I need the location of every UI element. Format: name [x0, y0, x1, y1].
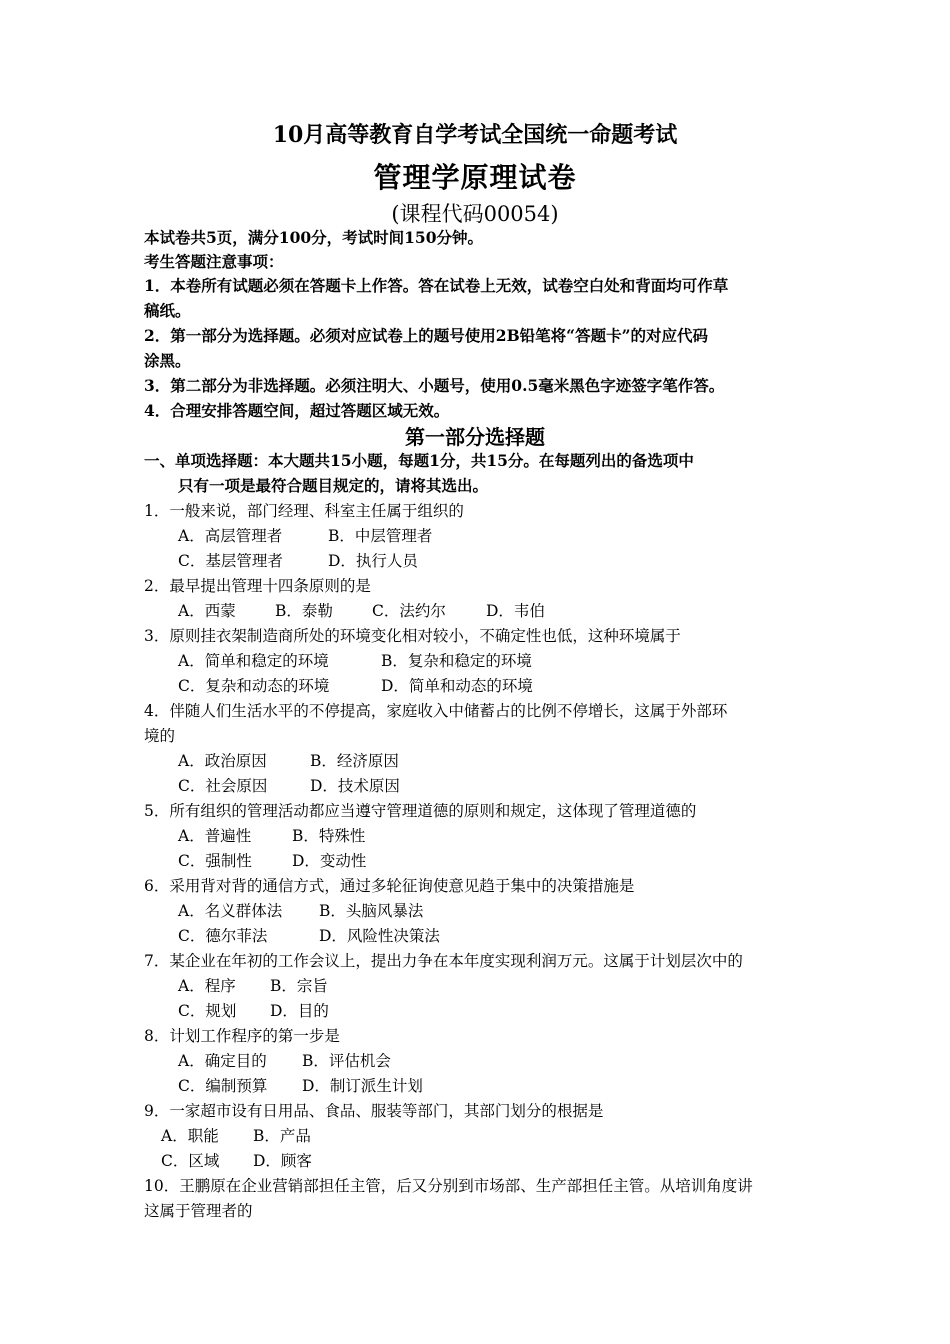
option-a: A．高层管理者: [178, 527, 283, 545]
notice-3: 3．第二部分为非选择题。必须注明大、小题号，使用0.5毫米黑色字迹签字笔作答。: [144, 376, 725, 395]
notice-1-cont: 稿纸。: [144, 301, 191, 320]
option-row: [178, 550, 418, 572]
option-b: B．评估机会: [302, 1052, 391, 1070]
option-c: C．基层管理者: [178, 552, 283, 570]
section-title: 第一部分选择题: [405, 425, 545, 449]
option-d: D．制订派生计划: [302, 1077, 423, 1095]
option-d: D．执行人员: [328, 552, 418, 570]
option-row: [178, 1050, 391, 1072]
option-a: A．名义群体法: [178, 902, 283, 920]
option-row: [178, 525, 432, 547]
question-stem-cont: 境的: [144, 727, 176, 745]
option-b: B．头脑风暴法: [319, 902, 424, 920]
option-a: A．西蒙: [178, 602, 236, 620]
option-a: A．确定目的: [178, 1052, 267, 1070]
question-stem: 5．所有组织的管理活动都应当遵守管理道德的原则和规定，这体现了管理道德的: [144, 802, 697, 820]
question-stem: 3．原则挂衣架制造商所处的环境变化相对较小，不确定性也低，这种环境属于: [144, 627, 681, 645]
exam-header-line: 10月高等教育自学考试全国统一命题考试: [272, 122, 678, 148]
option-d: D．技术原因: [310, 777, 400, 795]
option-a: A．职能: [161, 1127, 219, 1145]
question-stem: 6．采用背对背的通信方式，通过多轮征询使意见趋于集中的决策措施是: [144, 877, 635, 895]
option-row: [178, 850, 366, 872]
section-intro: 一、单项选择题：本大题共15小题，每题1分，共15分。在每题列出的备选项中: [144, 451, 694, 470]
option-b: B．中层管理者: [328, 527, 433, 545]
option-row: [178, 675, 533, 697]
option-row: [178, 775, 400, 797]
option-c: C．规划: [178, 1002, 237, 1020]
option-b: B．复杂和稳定的环境: [381, 652, 532, 670]
option-c: C．编制预算: [178, 1077, 268, 1095]
option-row: [178, 900, 423, 922]
notice-2-cont: 涂黑。: [144, 351, 191, 370]
option-b: B．特殊性: [292, 827, 366, 845]
option-a: A．简单和稳定的环境: [178, 652, 329, 670]
option-c: C．区域: [161, 1152, 220, 1170]
option-c: C．德尔菲法: [178, 927, 268, 945]
section-intro-cont: 只有一项是最符合题目规定的，请将其选出。: [178, 476, 489, 495]
option-row: [178, 650, 532, 672]
option-d: D．变动性: [292, 852, 367, 870]
option-a: A．政治原因: [178, 752, 267, 770]
option-d: D．简单和动态的环境: [381, 677, 533, 695]
notice-4: 4．合理安排答题空间，超过答题区域无效。: [144, 401, 450, 420]
option-row: [178, 1000, 329, 1022]
option-row: [161, 1125, 311, 1147]
exam-title: 管理学原理试卷: [373, 161, 577, 194]
option-row: [161, 1150, 312, 1172]
option-b: B．泰勒: [275, 602, 333, 620]
question-stem-cont: 这属于管理者的: [144, 1202, 253, 1220]
option-a: A．普遍性: [178, 827, 252, 845]
question-stem: 4．伴随人们生活水平的不停提高，家庭收入中储蓄占的比例不停增长，这属于外部环: [144, 702, 728, 720]
option-d: D．顾客: [253, 1152, 312, 1170]
option-row: [178, 600, 545, 622]
option-row: [178, 750, 399, 772]
question-stem: 2．最早提出管理十四条原则的是: [144, 577, 371, 595]
notice-title: 考生答题注意事项：: [144, 252, 284, 271]
option-c: C．复杂和动态的环境: [178, 677, 330, 695]
option-row: [178, 975, 328, 997]
course-code: (课程代码00054): [391, 202, 559, 226]
option-b: B．宗旨: [270, 977, 328, 995]
option-d: D．韦伯: [486, 602, 545, 620]
question-stem: 1．一般来说，部门经理、科室主任属于组织的: [144, 502, 464, 520]
notice-1: 1．本卷所有试题必须在答题卡上作答。答在试卷上无效，试卷空白处和背面均可作草: [144, 276, 729, 295]
option-c: C．强制性: [178, 852, 252, 870]
question-stem: 8．计划工作程序的第一步是: [144, 1027, 340, 1045]
option-row: [178, 825, 365, 847]
option-b: B．产品: [253, 1127, 311, 1145]
option-b: B．经济原因: [310, 752, 399, 770]
option-c: C．社会原因: [178, 777, 268, 795]
notice-2: 2．第一部分为选择题。必须对应试卷上的题号使用2B铅笔将“答题卡”的对应代码: [144, 326, 709, 345]
option-row: [178, 1075, 423, 1097]
option-d: D．目的: [270, 1002, 329, 1020]
exam-summary: 本试卷共5页，满分100分，考试时间150分钟。: [144, 228, 483, 247]
option-row: [178, 925, 440, 947]
option-a: A．程序: [178, 977, 236, 995]
question-stem: 7．某企业在年初的工作会议上，提出力争在本年度实现利润万元。这属于计划层次中的: [144, 952, 743, 970]
question-stem: 10．王鹏原在企业营销部担任主管，后又分别到市场部、生产部担任主管。从培训角度讲: [144, 1177, 753, 1195]
question-stem: 9．一家超市设有日用品、食品、服装等部门，其部门划分的根据是: [144, 1102, 604, 1120]
option-d: D．风险性决策法: [319, 927, 440, 945]
option-c: C．法约尔: [372, 602, 446, 620]
